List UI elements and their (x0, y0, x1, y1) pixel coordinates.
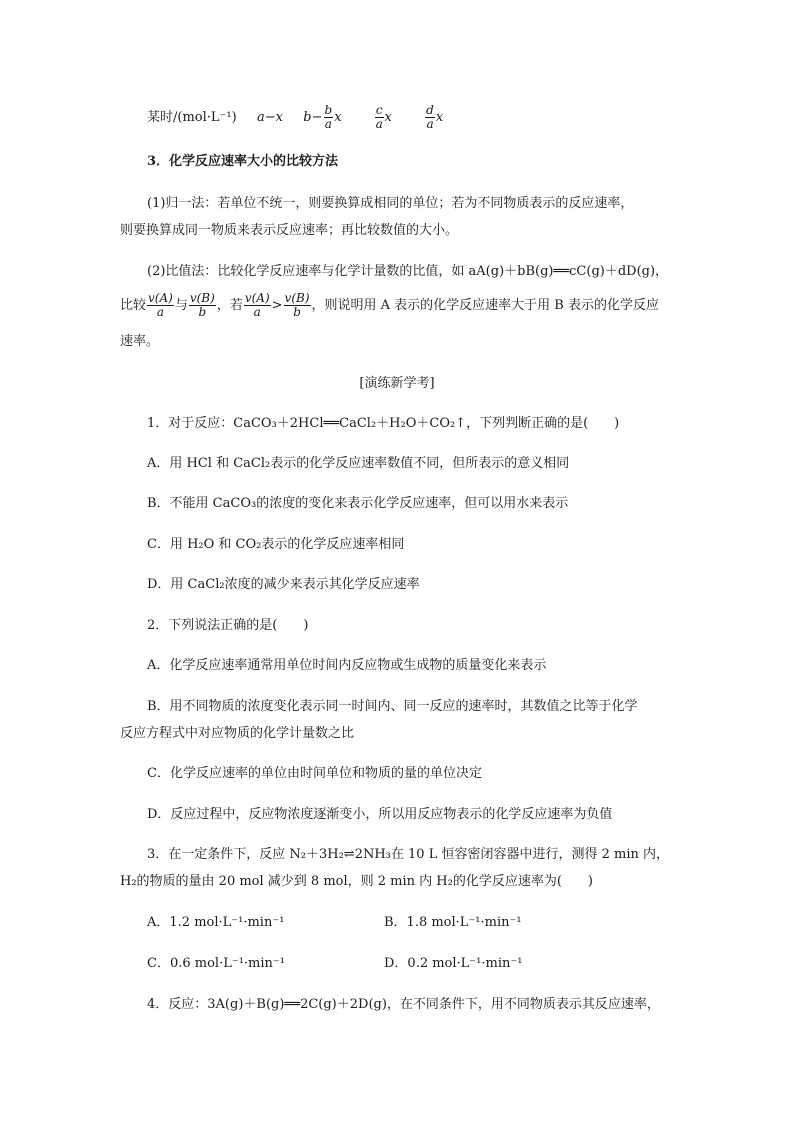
method2-line3: 速率。 (120, 334, 160, 349)
question-3-option-c[interactable]: C．0.6 mol·L⁻¹·min⁻¹ (147, 956, 285, 971)
question-2-option-d[interactable]: D．反应过程中，反应物浓度逐渐变小，所以用反应物表示的化学反应速率为负值 (147, 807, 613, 822)
question-2-option-c[interactable]: C．化学反应速率的单位由时间单位和物质的量的单位决定 (147, 766, 482, 781)
practice-header: [演练新学考] (359, 376, 435, 391)
question-1-stem: 1．对于反应：CaCO₃＋2HCl══CaCl₂＋H₂O＋CO₂↑，下列判断正确的是( ) (147, 416, 620, 431)
concentration-row: 某时/(mol·L⁻¹) a−x b− $\frac{b}{a}$ x $\frac{c}{a}$ x $\frac{d}{a}$ x (147, 103, 444, 131)
section-title: 3．化学反应速率大小的比较方法 (147, 154, 339, 169)
method2-line2: 比较 $\frac{v(A)}{a}$ 与 $\frac{v(B)}{b}$ ，若 $\frac{v(A)}{a}$ > $\frac{v(B)}{b}$ ，则说明用 A 表示的化学反应速率大于用 B 表示的化学反应 (120, 291, 659, 319)
term-a-minus-x: a−x (256, 110, 283, 125)
row-label: 某时/(mol·L⁻¹) (147, 110, 237, 125)
question-4-stem: 4．反应：3A(g)＋B(g)══2C(g)＋2D(g)，在不同条件下，用不同物质表示其反应速率， (147, 997, 660, 1012)
fraction-vA-over-a: $\frac{v(A)}{a}$ (148, 291, 173, 319)
fraction-vA-over-a-2: $\frac{v(A)}{a}$ (244, 291, 270, 319)
method2-line1: (2)比值法：比较化学反应速率与化学计量数的比值，如 aA(g)＋bB(g)══cC(g)＋dD(g)， (147, 264, 669, 279)
method1-line2: 则要换算成同一物质来表示反应速率；再比较数值的大小。 (120, 223, 459, 238)
question-3-stem-line2: H₂的物质的量由 20 mol 减少到 8 mol，则 2 min 内 H₂的化学反应速率为( ) (120, 874, 593, 889)
question-2-stem: 2．下列说法正确的是( ) (147, 618, 309, 633)
question-3-option-d[interactable]: D．0.2 mol·L⁻¹·min⁻¹ (384, 956, 523, 971)
fraction-vB-over-b: $\frac{v(B)}{b}$ (189, 291, 215, 319)
question-2-option-a[interactable]: A．化学反应速率通常用单位时间内反应物或生成物的质量变化来表示 (147, 658, 547, 673)
question-1-option-a[interactable]: A．用 HCl 和 CaCl₂表示的化学反应速率数值不同，但所表示的意义相同 (147, 456, 570, 471)
term-b-minus: b− (303, 110, 323, 125)
fraction-b-over-a: $\frac{b}{a}$ (324, 103, 333, 131)
fraction-vB-over-b-2: $\frac{v(B)}{b}$ (284, 291, 310, 319)
method1-line1: (1)归一法：若单位不统一，则要换算成相同的单位；若为不同物质表示的反应速率， (147, 196, 634, 211)
fraction-c-over-a: $\frac{c}{a}$ (375, 103, 383, 131)
question-1-option-c[interactable]: C．用 H₂O 和 CO₂表示的化学反应速率相同 (147, 537, 405, 552)
question-3-option-a[interactable]: A．1.2 mol·L⁻¹·min⁻¹ (147, 915, 285, 930)
question-1-option-d[interactable]: D．用 CaCl₂浓度的减少来表示其化学反应速率 (147, 577, 420, 592)
question-2-option-b-cont: 反应方程式中对应物质的化学计量数之比 (120, 726, 355, 741)
question-2-option-b[interactable]: B．用不同物质的浓度变化表示同一时间内、同一反应的速率时，其数值之比等于化学 (147, 699, 638, 714)
fraction-d-over-a: $\frac{d}{a}$ (426, 103, 434, 131)
question-1-option-b[interactable]: B．不能用 CaCO₃的浓度的变化来表示化学反应速率，但可以用水来表示 (147, 496, 569, 511)
question-3-option-b[interactable]: B．1.8 mol·L⁻¹·min⁻¹ (384, 915, 522, 930)
question-3-stem-line1: 3．在一定条件下，反应 N₂＋3H₂⇌2NH₃在 10 L 恒容密闭容器中进行，测得 2 min 内， (147, 847, 669, 862)
